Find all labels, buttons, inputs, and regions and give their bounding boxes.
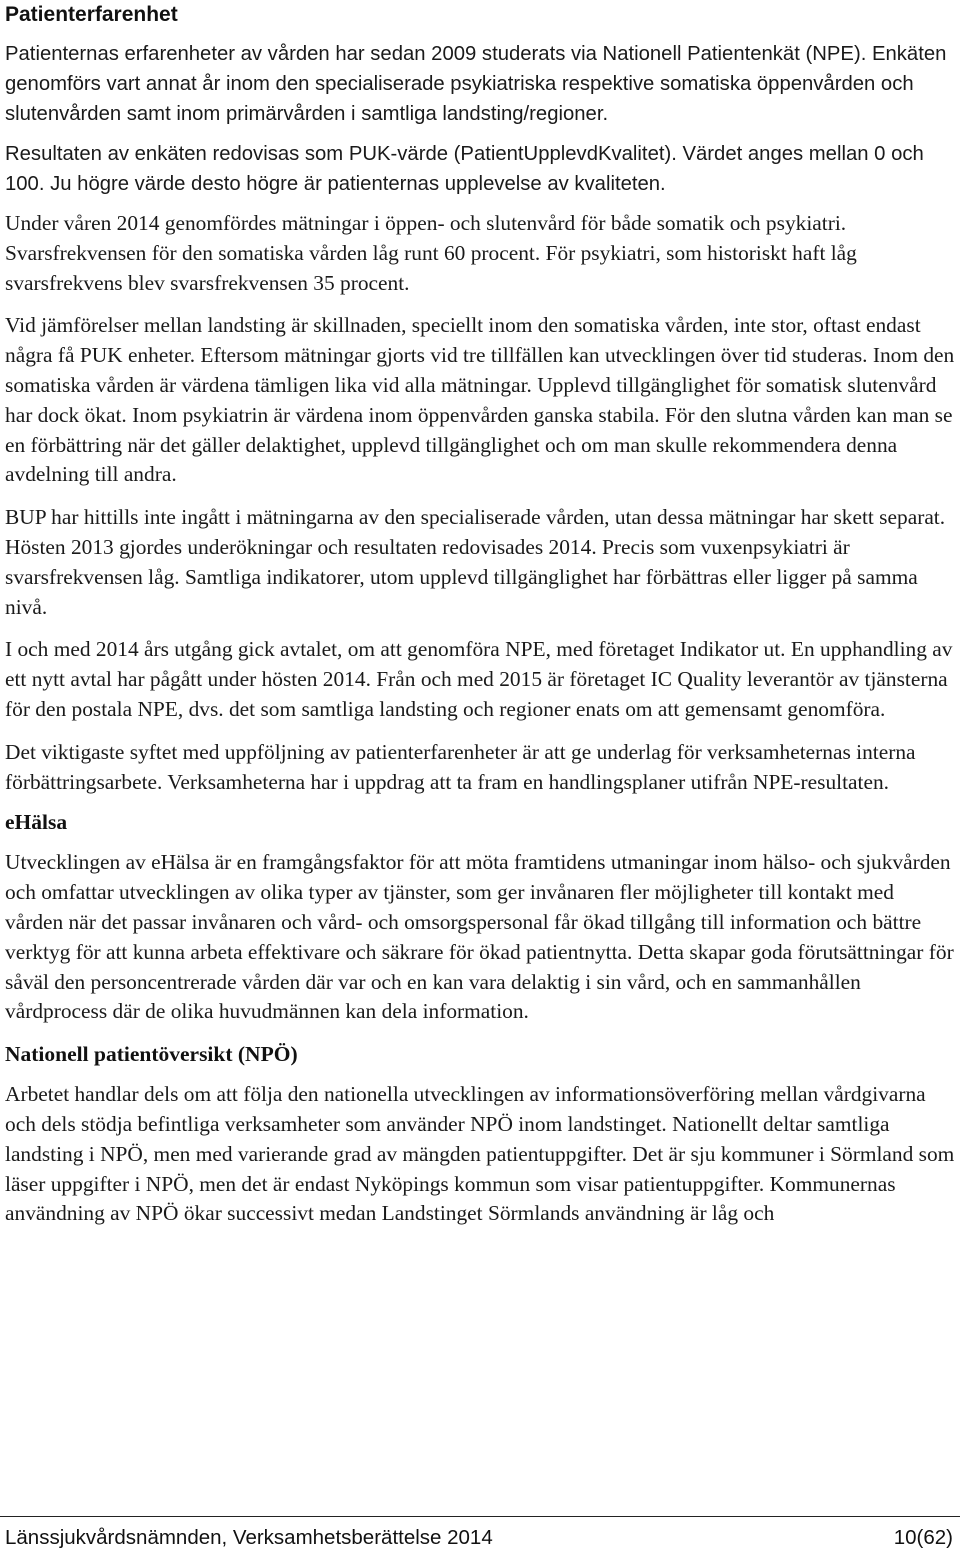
document-page <box>5 0 955 1229</box>
paragraph-puk-value: Resultaten av enkäten redovisas som PUK-värde (PatientUpplevdKvalitet). Värdet anges mellan 0 och 100. Ju högre värde desto högre är patienternas upplevelse av kvaliteten. <box>5 143 924 196</box>
paragraph-purpose: Det viktigaste syftet med uppföljning av patienterfarenheter är att ge underlag för verksamheternas interna förbättringsarbete. Verksamheterna har i uppdrag att ta fram en handlingsplaner utifrån NPE-resultaten. <box>5 739 916 794</box>
footer-divider <box>0 1516 960 1517</box>
paragraph-npo: Arbetet handlar dels om att följa den nationella utvecklingen av informationsöverföring mellan vårdgivarna och dels stödja befintliga verksamheter som använder NPÖ inom landstinget. Nationellt deltar samtliga landsting i NPÖ, men med varierande grad av mängden patientuppgifter. Det är sju kommuner i Sörmland som läser uppgifter i NPÖ, men det är endast Nyköpings kommun som visar patientuppgifter. Kommunernas användning av NPÖ ökar successivt medan Landstinget Sörmlands användning är låg och <box>5 1082 955 1226</box>
page-footer <box>0 1516 960 1552</box>
paragraph-comparisons: Vid jämförelser mellan landsting är skillnaden, speciellt inom den somatiska vården, inte stor, oftast endast några få PUK enheter. Eftersom mätningar gjorts vid tre tillfällen kan utvecklingen över tid studeras. Inom den somatiska vården är värdena tämligen lika vid alla mätningar. Upplevd tillgänglighet för somatisk slutenvård har dock ökat. Inom psykiatrin är värdena inom öppenvården ganska stabila. För den slutna vården kan man se en förbättring när det gäller delaktighet, upplevd tillgänglighet och om man skulle rekommendera denna avdelning till andra. <box>5 313 955 487</box>
section-heading-ehalsa: eHälsa <box>5 810 68 835</box>
section-heading-patienterfarenhet: Patienterfarenhet <box>5 3 178 26</box>
section-heading-npo: Nationell patientöversikt (NPÖ) <box>5 1042 298 1067</box>
paragraph-npe-intro: Patienternas erfarenheter av vården har sedan 2009 studerats via Nationell Patientenkät (NPE). Enkäten genomförs vart annat år inom den specialiserade psykiatriska respektive somatiska öppenvården och slutenvården samt inom primärvården i samtliga landsting/regioner. <box>5 43 947 125</box>
paragraph-bup: BUP har hittills inte ingått i mätningarna av den specialiserade vården, utan dessa mätningar har skett separat. Hösten 2013 gjordes underökningar och resultaten redovisades 2014. Precis som vuxenpsykiatri är svarsfrekvensen låg. Samtliga indikatorer, utom upplevd tillgänglighet har förbättras eller ligger på samma nivå. <box>5 505 946 619</box>
footer-document-title: Länssjukvårdsnämnden, Verksamhetsberättelse 2014 <box>5 1526 493 1549</box>
paragraph-ehalsa: Utvecklingen av eHälsa är en framgångsfaktor för att möta framtidens utmaningar inom hälso- och sjukvården och omfattar utvecklingen av olika typer av tjänster, som ger invånaren fler möjligheter till kontakt med vården när det passar invånaren och vård- och omsorgspersonal får ökad tillgång till information och bättre verktyg för att kunna arbeta effektivare och säkrare för ökad patientnytta. Detta skapar goda förutsättningar för såväl den personcentrerade vården där var och en kan vara delaktig i sin vård, och en sammanhållen vårdprocess där de olika huvudmännen kan dela information. <box>5 850 954 1024</box>
footer-page-number: 10(62) <box>893 1526 953 1549</box>
paragraph-procurement: I och med 2014 års utgång gick avtalet, om att genomföra NPE, med företaget Indikator ut. En upphandling av ett nytt avtal har pågått under hösten 2014. Från och med 2015 är företaget IC Quality leverantör av tjänsterna för den postala NPE, dvs. det som samtliga landsting och regioner enats om att gemensamt genomföra. <box>5 637 953 721</box>
paragraph-spring-2014: Under våren 2014 genomfördes mätningar i öppen- och slutenvård för både somatik och psykiatri. Svarsfrekvensen för den somatiska vården låg runt 60 procent. För psykiatri, som historiskt haft låg svarsfrekvens blev svarsfrekvensen 35 procent. <box>5 210 857 295</box>
